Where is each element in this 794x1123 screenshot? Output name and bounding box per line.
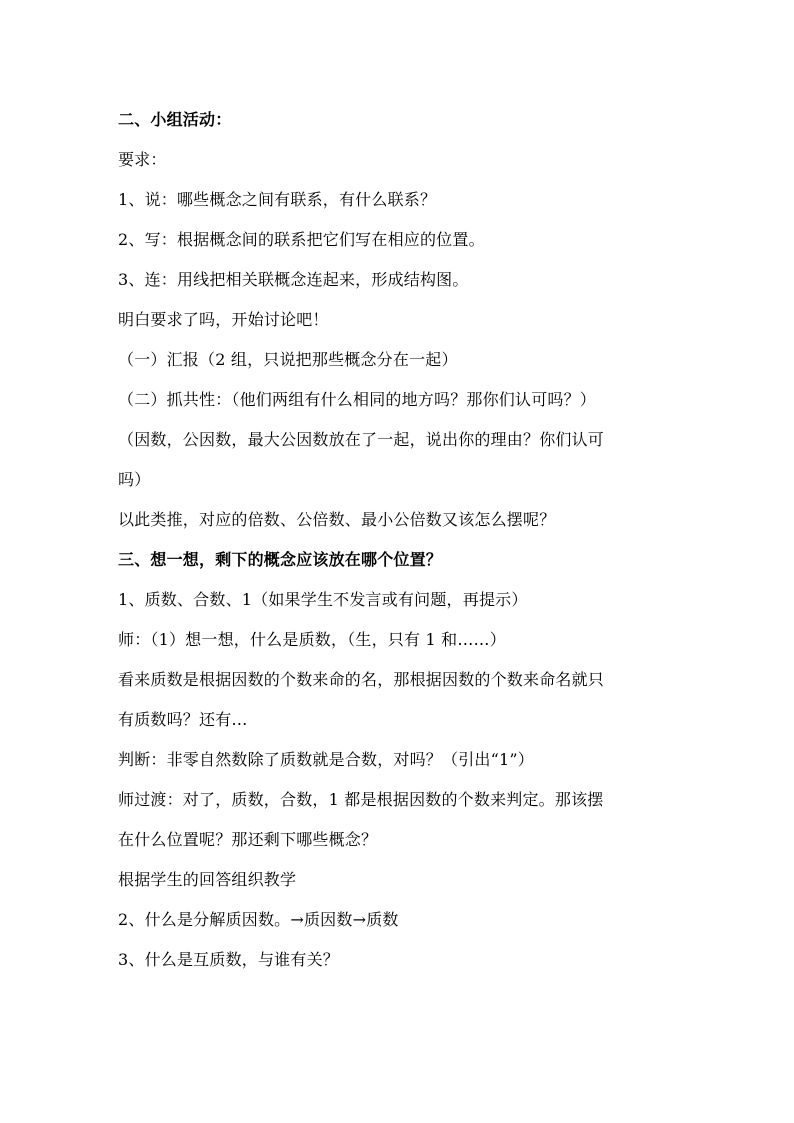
section-heading-think: 三、想一想，剩下的概念应该放在哪个位置？ [118, 550, 443, 569]
paragraph-line: 根据学生的回答组织教学 [118, 870, 297, 889]
paragraph-line: 以此类推，对应的倍数、公倍数、最小公倍数又该怎么摆呢？ [118, 510, 556, 529]
paragraph-line: 2、写：根据概念间的联系把它们写在相应的位置。 [118, 230, 485, 249]
document-body [118, 103, 688, 976]
paragraph-line: 1、说：哪些概念之间有联系，有什么联系？ [118, 190, 437, 209]
paragraph-line: 吗） [118, 470, 151, 489]
paragraph-line: 师：（1）想一想，什么是质数，（生，只有 1 和……） [118, 630, 506, 649]
paragraph-line: （因数，公因数，最大公因数放在了一起，说出你的理由？你们认可 [118, 430, 605, 449]
section-heading-group-activity: 二、小组活动： [118, 110, 232, 129]
paragraph-line: 3、连：用线把相关联概念连起来，形成结构图。 [118, 270, 469, 289]
paragraph-line: 看来质数是根据因数的个数来命的名，那根据因数的个数来命名就只 [118, 670, 605, 689]
paragraph-line: 2、什么是分解质因数。→质因数→质数 [118, 910, 399, 929]
paragraph-line: 1、质数、合数、1（如果学生不发言或有问题，再提示） [118, 590, 528, 609]
paragraph-line: 在什么位置呢？那还剩下哪些概念？ [118, 830, 378, 849]
paragraph-line: （一）汇报（2 组，只说把那些概念分在一起） [118, 350, 458, 369]
paragraph-line: 有质数吗？还有… [118, 710, 248, 729]
paragraph-line: 3、什么是互质数，与谁有关？ [118, 950, 339, 969]
paragraph-line: 师过渡：对了，质数，合数，1 都是根据因数的个数来判定。那该摆 [118, 790, 604, 809]
paragraph-line: 要求： [118, 150, 167, 169]
paragraph-line: （二）抓共性：（他们两组有什么相同的地方吗？那你们认可吗？） [118, 390, 597, 409]
paragraph-line: 明白要求了吗，开始讨论吧！ [118, 310, 329, 329]
paragraph-line: 判断：非零自然数除了质数就是合数，对吗？（引出“1”） [118, 750, 534, 769]
